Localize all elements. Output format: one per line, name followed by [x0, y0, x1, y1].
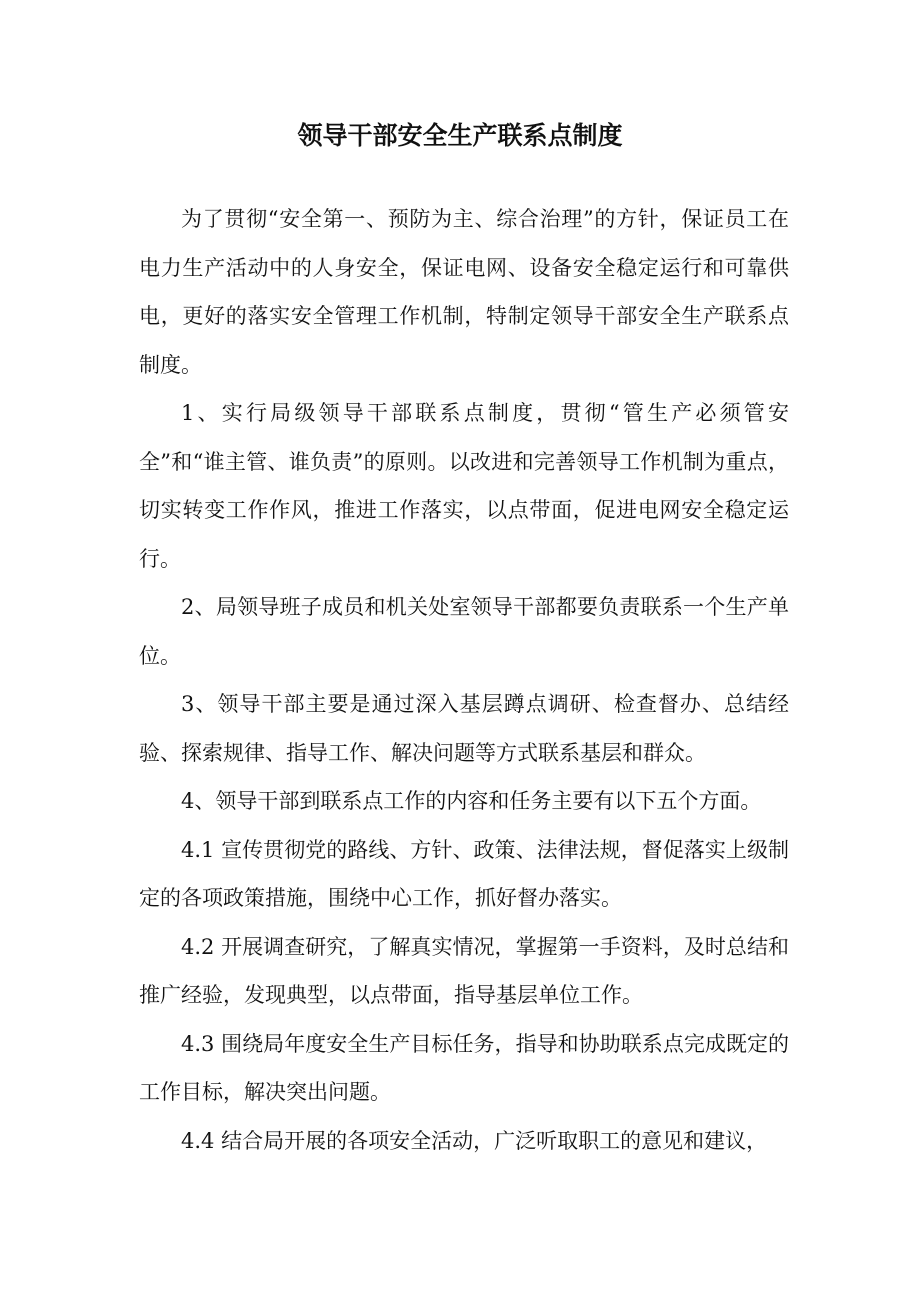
paragraph-item-1: 1、实行局级领导干部联系点制度，贯彻“管生产必须管安全”和“谁主管、谁负责”的原则。以改进和完善领导工作机制为重点，切实转变工作作风，推进工作落实，以点带面，促进电网安全稳定运行。 [139, 401, 789, 571]
paragraph-item-4-1: 4.1 宣传贯彻党的路线、方针、政策、法律法规，督促落实上级制定的各项政策措施，围绕中心工作，抓好督办落实。 [139, 837, 789, 910]
paragraph-item-3: 3、领导干部主要是通过深入基层蹲点调研、检查督办、总结经验、探索规律、指导工作、解决问题等方式联系基层和群众。 [139, 692, 789, 765]
paragraph-item-4: 4、领导干部到联系点工作的内容和任务主要有以下五个方面。 [181, 789, 762, 813]
document-body [139, 195, 789, 1165]
paragraph-item-4-2: 4.2 开展调查研究，了解真实情况，掌握第一手资料，及时总结和推广经验，发现典型，以点带面，指导基层单位工作。 [139, 934, 789, 1007]
document-title: 领导干部安全生产联系点制度 [297, 121, 623, 150]
paragraph-item-2: 2、局领导班子成员和机关处室领导干部都要负责联系一个生产单位。 [139, 595, 789, 668]
paragraph-item-4-3: 4.3 围绕局年度安全生产目标任务，指导和协助联系点完成既定的工作目标，解决突出问题。 [139, 1031, 789, 1104]
paragraph-intro: 为了贯彻“安全第一、预防为主、综合治理”的方针，保证员工在电力生产活动中的人身安全，保证电网、设备安全稳定运行和可靠供电，更好的落实安全管理工作机制，特制定领导干部安全生产联系点制度。 [139, 207, 789, 377]
paragraph-item-4-4: 4.4 结合局开展的各项安全活动，广泛听取职工的意见和建议， [181, 1128, 768, 1153]
